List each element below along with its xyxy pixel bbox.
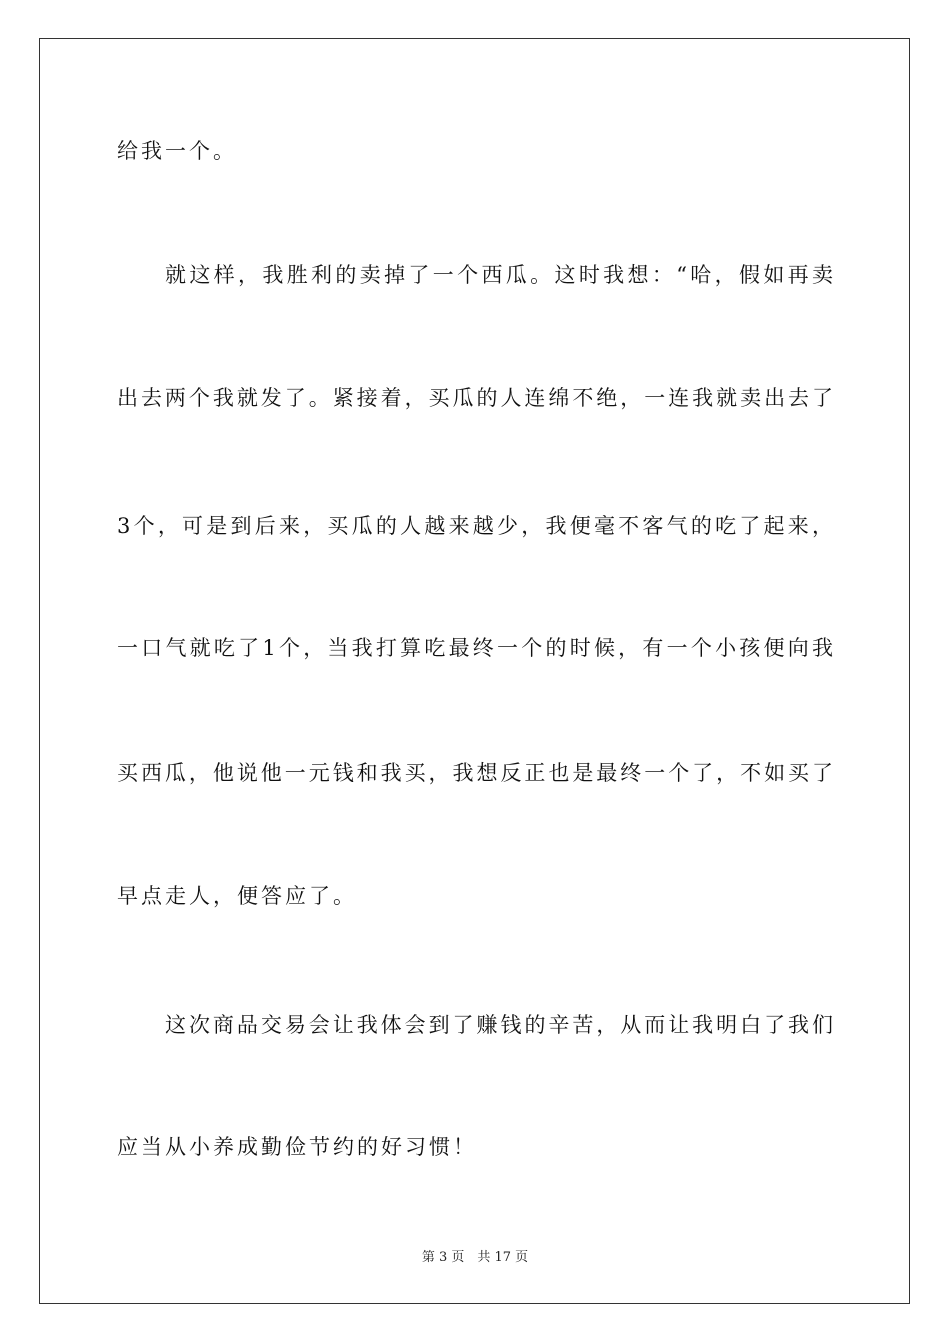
text-line-7: 早点走人，便答应了。 bbox=[117, 884, 357, 908]
page-number-footer: 第 3 页 共 17 页 bbox=[421, 1250, 529, 1265]
text-line-2: 就这样，我胜利的卖掉了一个西瓜。这时我想：“哈，假如再卖 bbox=[165, 263, 833, 287]
text-line-6: 买西瓜，他说他一元钱和我买，我想反正也是最终一个了，不如买了 bbox=[117, 761, 833, 785]
text-line-1: 给我一个。 bbox=[117, 139, 237, 163]
page-frame bbox=[39, 38, 910, 1304]
text-line-8: 这次商品交易会让我体会到了赚钱的辛苦，从而让我明白了我们 bbox=[165, 1013, 833, 1037]
text-line-9: 应当从小养成勤俭节约的好习惯！ bbox=[117, 1135, 477, 1159]
text-line-3: 出去两个我就发了。紧接着，买瓜的人连绵不绝，一连我就卖出去了 bbox=[117, 386, 833, 410]
text-line-5: 一口气就吃了1个，当我打算吃最终一个的时候，有一个小孩便向我 bbox=[117, 636, 833, 660]
text-line-4: 3个，可是到后来，买瓜的人越来越少，我便毫不客气的吃了起来， bbox=[117, 514, 833, 538]
